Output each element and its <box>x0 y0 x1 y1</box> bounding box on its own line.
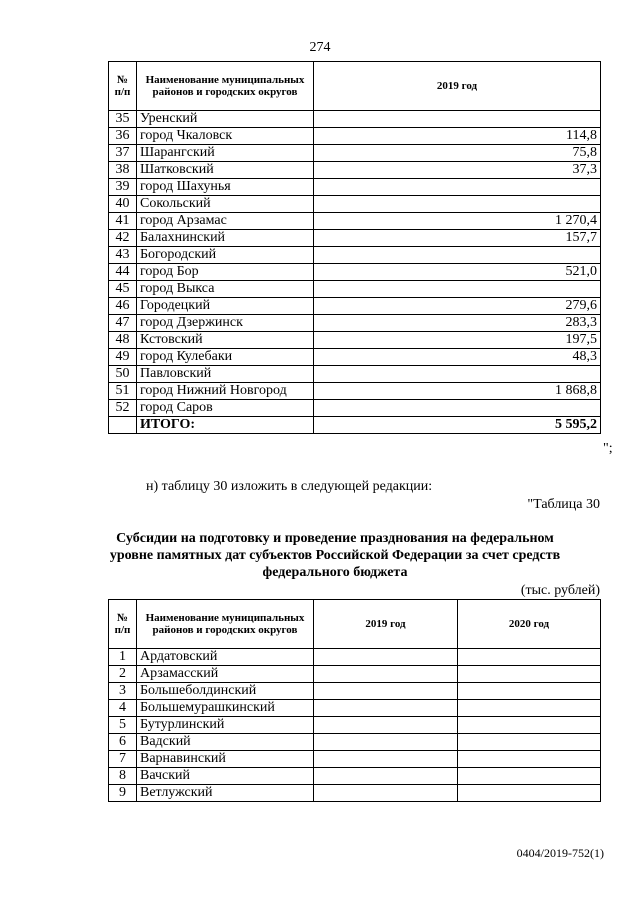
row-number: 38 <box>109 162 137 179</box>
value-2019 <box>314 768 458 785</box>
table-row <box>109 383 601 400</box>
row-number: 50 <box>109 366 137 383</box>
row-number: 36 <box>109 128 137 145</box>
table-row <box>109 315 601 332</box>
header-name: Наименование муниципальных районов и городских округов <box>137 600 314 649</box>
amendment-paragraph: н) таблицу 30 изложить в следующей редакции: <box>146 479 433 494</box>
value-2019 <box>314 179 601 196</box>
table-row <box>109 751 601 768</box>
header-num: № п/п <box>109 600 137 649</box>
municipality-name: Большеболдинский <box>137 683 314 700</box>
table-row <box>109 179 601 196</box>
value-2019 <box>314 751 458 768</box>
municipality-name: город Нижний Новгород <box>137 383 314 400</box>
row-number: 48 <box>109 332 137 349</box>
closing-quote: "; <box>603 441 613 456</box>
municipality-name: город Бор <box>137 264 314 281</box>
value-2019 <box>314 785 458 802</box>
municipality-name: Большемурашкинский <box>137 700 314 717</box>
total-row <box>109 417 601 434</box>
value-2019 <box>314 649 458 666</box>
row-number: 35 <box>109 111 137 128</box>
value-2019: 197,5 <box>314 332 601 349</box>
row-number: 46 <box>109 298 137 315</box>
row-number: 7 <box>109 751 137 768</box>
table-row <box>109 247 601 264</box>
scan-artifact <box>0 897 640 905</box>
header-2020: 2020 год <box>458 600 601 649</box>
total-label: ИТОГО: <box>137 417 314 434</box>
page-number: 274 <box>309 40 331 55</box>
table-title: Субсидии на подготовку и проведение празднования на федеральном уровне памятных дат субъектов Российской Федерации за счет средств федерального бюджета <box>109 531 561 580</box>
header-2019: 2019 год <box>314 600 458 649</box>
municipality-name: Ветлужский <box>137 785 314 802</box>
units-label: (тыс. рублей) <box>520 583 600 598</box>
value-2019: 1 270,4 <box>314 213 601 230</box>
table-row <box>109 700 601 717</box>
table-row <box>109 785 601 802</box>
value-2019: 279,6 <box>314 298 601 315</box>
row-number: 49 <box>109 349 137 366</box>
municipality-name: Ардатовский <box>137 649 314 666</box>
row-number: 43 <box>109 247 137 264</box>
row-number: 37 <box>109 145 137 162</box>
row-number: 41 <box>109 213 137 230</box>
table-30 <box>108 599 601 802</box>
table-row <box>109 768 601 785</box>
value-2019 <box>314 683 458 700</box>
table-row <box>109 332 601 349</box>
value-2019: 157,7 <box>314 230 601 247</box>
municipality-name: Бутурлинский <box>137 717 314 734</box>
table-row <box>109 649 601 666</box>
row-number: 47 <box>109 315 137 332</box>
value-2019: 521,0 <box>314 264 601 281</box>
table-header-row <box>109 600 601 649</box>
value-2020 <box>458 734 601 751</box>
row-number: 1 <box>109 649 137 666</box>
value-2020 <box>458 768 601 785</box>
value-2019 <box>314 666 458 683</box>
value-2019 <box>314 400 601 417</box>
value-2019: 114,8 <box>314 128 601 145</box>
table-row <box>109 366 601 383</box>
municipality-name: Шарангский <box>137 145 314 162</box>
table-row <box>109 281 601 298</box>
table-row <box>109 111 601 128</box>
table-row <box>109 683 601 700</box>
municipality-name: Городецкий <box>137 298 314 315</box>
value-2019: 283,3 <box>314 315 601 332</box>
municipality-name: город Дзержинск <box>137 315 314 332</box>
table-row <box>109 213 601 230</box>
municipality-name: Уренский <box>137 111 314 128</box>
value-2019: 37,3 <box>314 162 601 179</box>
total-value: 5 595,2 <box>314 417 601 434</box>
municipality-name: Варнавинский <box>137 751 314 768</box>
row-number <box>109 417 137 434</box>
row-number: 52 <box>109 400 137 417</box>
row-number: 5 <box>109 717 137 734</box>
table-row <box>109 264 601 281</box>
value-2019 <box>314 196 601 213</box>
value-2019 <box>314 717 458 734</box>
value-2019: 48,3 <box>314 349 601 366</box>
table-row <box>109 400 601 417</box>
header-2019: 2019 год <box>314 62 601 111</box>
row-number: 39 <box>109 179 137 196</box>
value-2020 <box>458 649 601 666</box>
municipality-name: Богородский <box>137 247 314 264</box>
municipality-name: Вачский <box>137 768 314 785</box>
table-row <box>109 196 601 213</box>
value-2019 <box>314 734 458 751</box>
table-row <box>109 145 601 162</box>
value-2020 <box>458 683 601 700</box>
municipality-name: Вадский <box>137 734 314 751</box>
municipality-name: Балахнинский <box>137 230 314 247</box>
value-2020 <box>458 785 601 802</box>
row-number: 3 <box>109 683 137 700</box>
value-2019 <box>314 111 601 128</box>
header-name: Наименование муниципальных районов и городских округов <box>137 62 314 111</box>
row-number: 42 <box>109 230 137 247</box>
row-number: 9 <box>109 785 137 802</box>
table-row <box>109 230 601 247</box>
municipality-name: город Арзамас <box>137 213 314 230</box>
value-2019 <box>314 247 601 264</box>
value-2019: 1 868,8 <box>314 383 601 400</box>
table-row <box>109 349 601 366</box>
row-number: 6 <box>109 734 137 751</box>
municipality-name: Сокольский <box>137 196 314 213</box>
table-row <box>109 666 601 683</box>
row-number: 40 <box>109 196 137 213</box>
municipality-name: город Кулебаки <box>137 349 314 366</box>
value-2019 <box>314 700 458 717</box>
value-2020 <box>458 717 601 734</box>
municipality-name: Павловский <box>137 366 314 383</box>
municipality-name: город Чкаловск <box>137 128 314 145</box>
table-header-row <box>109 62 601 111</box>
municipality-name: город Саров <box>137 400 314 417</box>
row-number: 4 <box>109 700 137 717</box>
table-row <box>109 128 601 145</box>
header-num: № п/п <box>109 62 137 111</box>
municipality-name: город Шахунья <box>137 179 314 196</box>
table-2019-subsidies <box>108 61 601 434</box>
value-2020 <box>458 751 601 768</box>
row-number: 44 <box>109 264 137 281</box>
municipality-name: Шатковский <box>137 162 314 179</box>
table-row <box>109 734 601 751</box>
municipality-name: город Выкса <box>137 281 314 298</box>
value-2019: 75,8 <box>314 145 601 162</box>
row-number: 8 <box>109 768 137 785</box>
value-2019 <box>314 281 601 298</box>
document-code: 0404/2019-752(1) <box>516 846 604 860</box>
table-label: "Таблица 30 <box>527 497 600 512</box>
row-number: 45 <box>109 281 137 298</box>
municipality-name: Кстовский <box>137 332 314 349</box>
value-2020 <box>458 700 601 717</box>
table-row <box>109 162 601 179</box>
table-row <box>109 717 601 734</box>
row-number: 2 <box>109 666 137 683</box>
municipality-name: Арзамасский <box>137 666 314 683</box>
value-2020 <box>458 666 601 683</box>
value-2019 <box>314 366 601 383</box>
row-number: 51 <box>109 383 137 400</box>
table-row <box>109 298 601 315</box>
